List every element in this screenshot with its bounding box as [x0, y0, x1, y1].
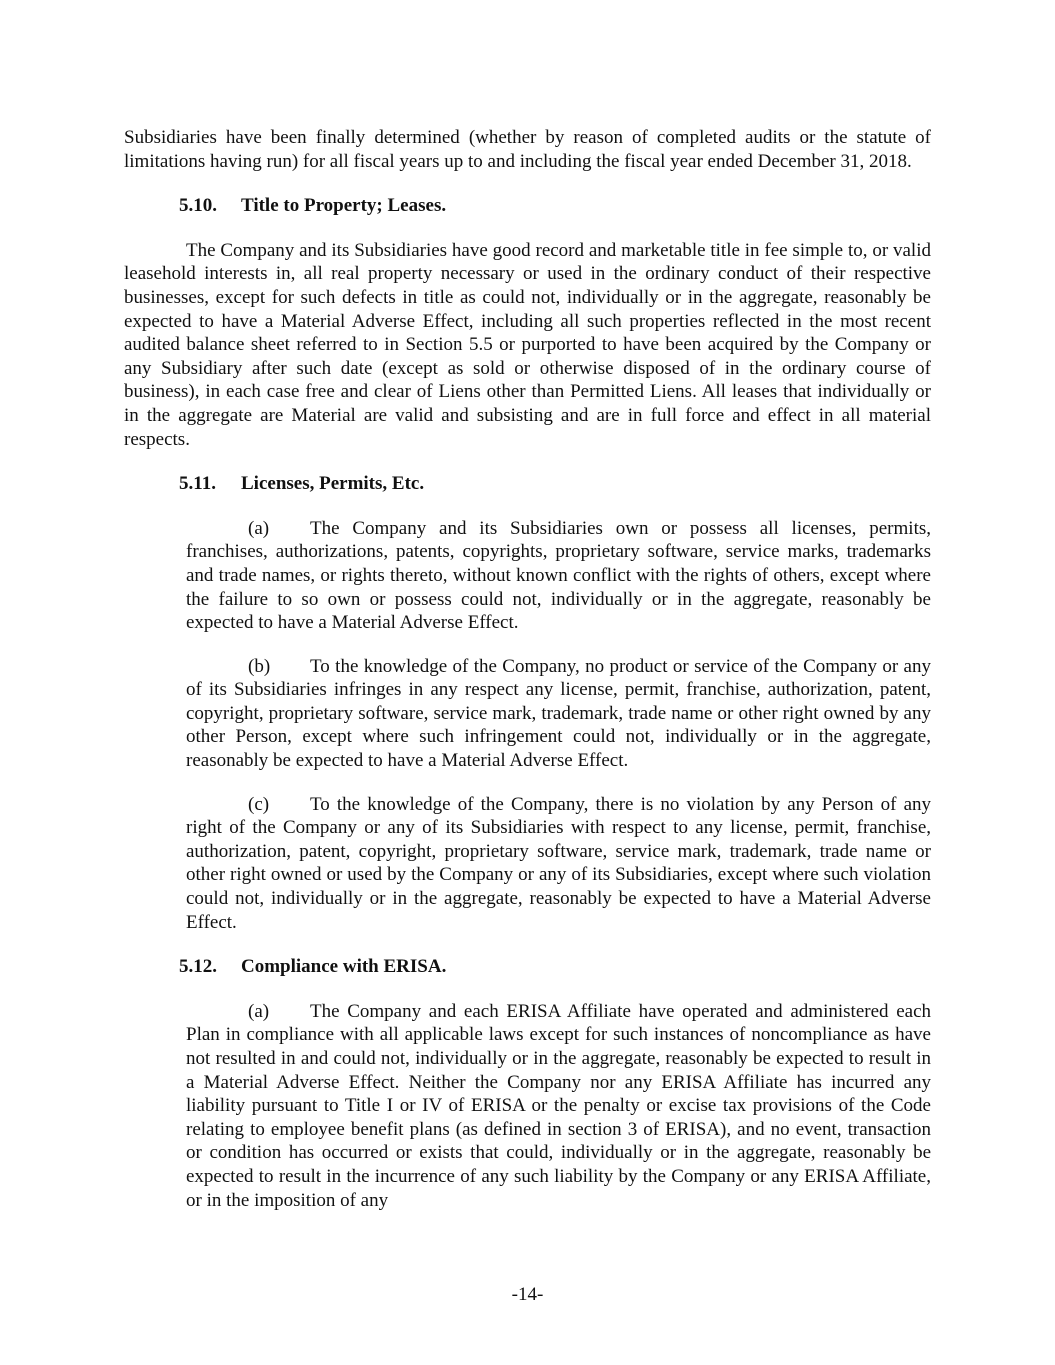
- page-number: -14-: [511, 1284, 544, 1305]
- section-5-12-item-a: [186, 1000, 931, 1212]
- section-heading-5-12: [179, 955, 931, 979]
- section-5-10-body: The Company and its Subsidiaries have good record and marketable title in fee simple to, or valid leasehold interests in, all real property necessary or used in the ordinary conduct of their respective businesses, except for such defects in title as could not, individually or in the aggregate, reasonably be expected to have a Material Adverse Effect, including all such properties reflected in the most recent audited balance sheet referred to in Section 5.5 or purported to have been acquired by the Company or any Subsidiary after such date (except as sold or otherwise disposed of in the ordinary course of business), in each case free and clear of Liens other than Permitted Liens. All leases that individually or in the aggregate are Material are valid and subsisting and are in full force and effect in all material respects.: [124, 239, 931, 450]
- section-heading-5-10: [179, 194, 931, 218]
- section-title: Licenses, Permits, Etc.: [241, 473, 425, 495]
- item-text: To the knowledge of the Company, no product or service of the Company or any of its Subsidiaries infringes in any respect any license, permit, franchise, authorization, patent, copyright, proprietary software, service mark, trademark, trade name or other right owned by any other Person, except where such infringement could not, individually or in the aggregate, reasonably be expected to have a Material Adverse Effect.: [186, 655, 931, 772]
- section-number: 5.10.: [179, 195, 217, 217]
- item-text: To the knowledge of the Company, there is no violation by any Person of any right of the Company or any of its Subsidiaries with respect to any license, permit, franchise, authorization, patent, copyright, proprietary software, service mark, trademark, trade name or other right owned or used by the Company or any of its Subsidiaries, except where such violation could not, individually or in the aggregate, reasonably be expected to have a Material Adverse Effect.: [186, 793, 931, 933]
- continued-paragraph: Subsidiaries have been finally determined (whether by reason of completed audits or the statute of limitations having run) for all fiscal years up to and including the fiscal year ended December 31, 2018.: [124, 127, 931, 172]
- item-label: (b): [248, 655, 271, 677]
- section-title: Compliance with ERISA.: [241, 956, 447, 978]
- item-label: (a): [248, 517, 270, 539]
- item-text: The Company and its Subsidiaries own or possess all licenses, permits, franchises, authorizations, patents, copyrights, proprietary software, service marks, trademarks and trade names, or rights thereto, without known conflict with the rights of others, except where the failure to so own or possess could not, individually or in the aggregate, reasonably be expected to have a Material Adverse Effect.: [186, 517, 931, 634]
- item-text: The Company and each ERISA Affiliate have operated and administered each Plan in compliance with all applicable laws except for such instances of noncompliance as have not resulted in and could not, individually or in the aggregate, reasonably be expected to result in a Material Adverse Effect. Neither the Company nor any ERISA Affiliate has incurred any liability pursuant to Title I or IV of ERISA or the penalty or excise tax provisions of the Code relating to employee benefit plans (as defined in section 3 of ERISA), and no event, transaction or condition has occurred or exists that could, individually or in the aggregate, reasonably be expected to result in the incurrence of any such liability by the Company or any ERISA Affiliate, or in the imposition of any: [186, 1000, 931, 1211]
- section-number: 5.12.: [179, 956, 217, 978]
- section-5-11-item-c: [186, 793, 931, 935]
- section-title: Title to Property; Leases.: [241, 195, 447, 217]
- document-page: [124, 126, 931, 1212]
- section-number: 5.11.: [179, 473, 216, 495]
- section-5-11-item-a: [186, 517, 931, 635]
- item-label: (a): [248, 1000, 270, 1022]
- section-5-11-item-b: [186, 655, 931, 773]
- section-heading-5-11: [179, 472, 931, 496]
- item-label: (c): [248, 793, 270, 815]
